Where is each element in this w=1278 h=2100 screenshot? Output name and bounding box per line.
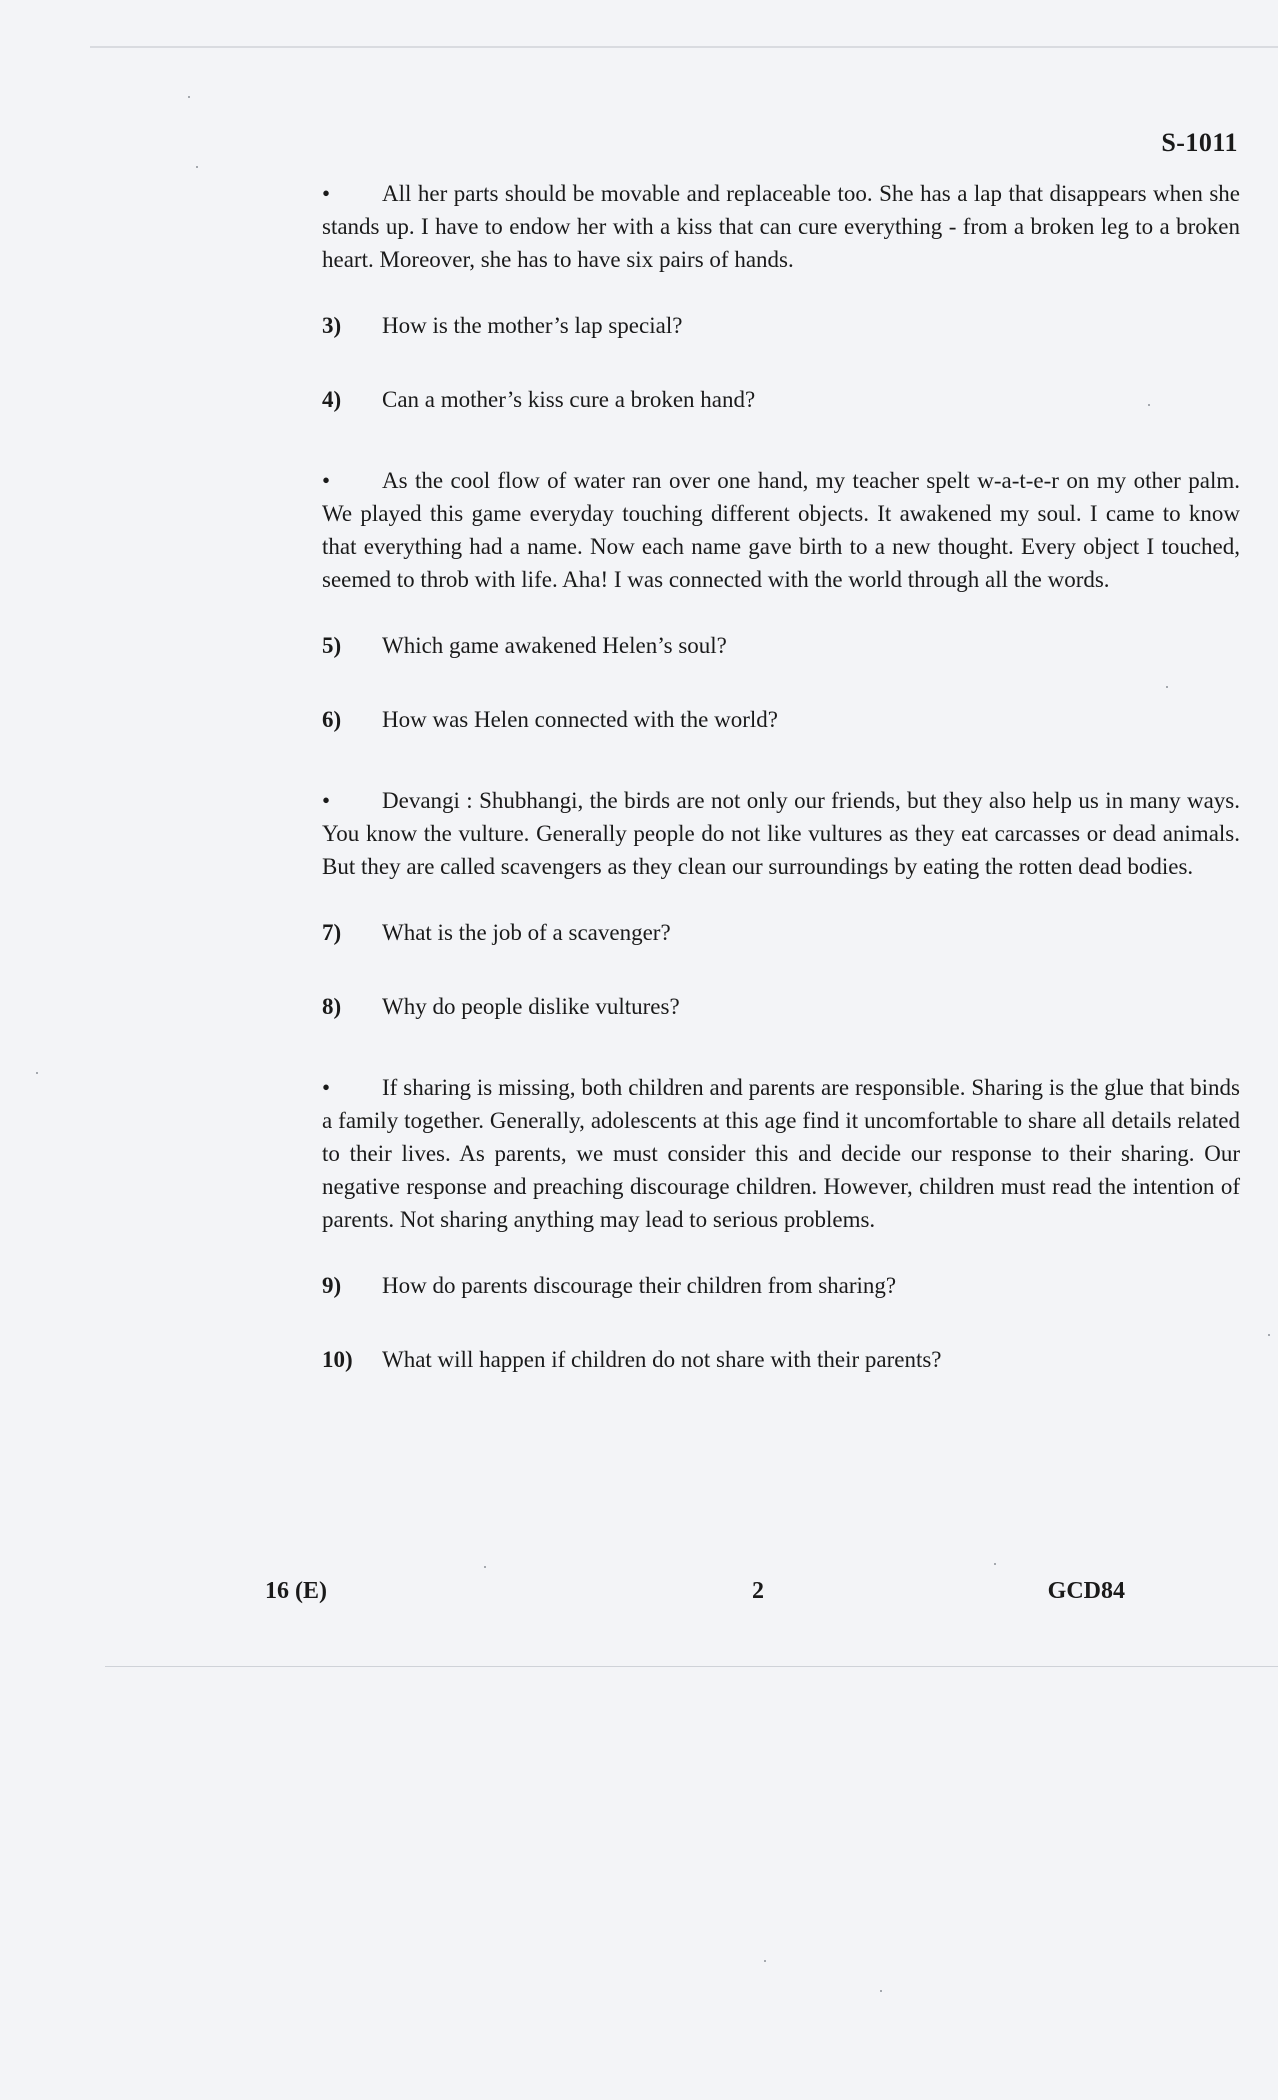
question-3 bbox=[322, 309, 1240, 342]
question-5 bbox=[322, 629, 1240, 662]
passage-text: If sharing is missing, both children and parents are responsible. Sharing is the glue that binds a family together. Generally, adolescents at this age find it uncomfortable to share all details related to their lives. As parents, we must consider this and decide our response to their sharing. Our negative response and preaching discourage children. However, children must read the intention of parents. Not sharing anything may lead to serious problems. bbox=[322, 1075, 1240, 1232]
bullet-icon: • bbox=[322, 181, 331, 206]
document-code: S-1011 bbox=[1161, 128, 1238, 157]
question-text: How do parents discourage their children from sharing? bbox=[382, 1273, 897, 1298]
question-text: Which game awakened Helen’s soul? bbox=[382, 633, 727, 658]
question-8 bbox=[322, 990, 1240, 1023]
scan-speck bbox=[484, 1566, 486, 1568]
question-number: 7) bbox=[322, 920, 342, 945]
passage-1 bbox=[322, 177, 1240, 276]
bullet-icon: • bbox=[322, 1075, 331, 1100]
passage-2 bbox=[322, 464, 1240, 596]
scan-edge-top bbox=[90, 46, 1278, 48]
passage-3 bbox=[322, 784, 1240, 883]
question-number: 5) bbox=[322, 633, 342, 658]
passage-text: Devangi : Shubhangi, the birds are not only our friends, but they also help us in many ways. You know the vulture. Generally people do not like vultures as they eat carcasses or dead animals. But they are called scavengers as they clean our surroundings by eating the rotten dead bodies. bbox=[322, 788, 1240, 879]
scan-speck bbox=[994, 1563, 996, 1565]
question-10 bbox=[322, 1343, 1240, 1376]
scan-speck bbox=[1166, 686, 1168, 688]
passage-4 bbox=[322, 1071, 1240, 1236]
question-text: Why do people dislike vultures? bbox=[382, 994, 680, 1019]
question-6 bbox=[322, 703, 1240, 736]
page-content bbox=[322, 177, 1240, 1417]
question-4 bbox=[322, 383, 1240, 416]
scan-speck bbox=[1268, 1334, 1270, 1336]
question-number: 4) bbox=[322, 387, 342, 412]
question-number: 10) bbox=[322, 1347, 353, 1372]
question-text: Can a mother’s kiss cure a broken hand? bbox=[382, 387, 756, 412]
scan-edge-bottom bbox=[105, 1666, 1278, 1667]
question-text: How is the mother’s lap special? bbox=[382, 313, 683, 338]
scan-speck bbox=[188, 96, 190, 98]
scan-speck bbox=[764, 1960, 766, 1962]
question-text: What is the job of a scavenger? bbox=[382, 920, 671, 945]
question-text: What will happen if children do not share with their parents? bbox=[382, 1347, 942, 1372]
passage-text: As the cool flow of water ran over one hand, my teacher spelt w-a-t-e-r on my other palm. We played this game everyday touching different objects. It awakened my soul. I came to know that everything had a name. Now each name gave birth to a new thought. Every object I touched, seemed to throb with life. Aha! I was connected with the world through all the words. bbox=[322, 468, 1240, 592]
question-number: 8) bbox=[322, 994, 342, 1019]
question-7 bbox=[322, 916, 1240, 949]
question-text: How was Helen connected with the world? bbox=[382, 707, 778, 732]
passage-text: All her parts should be movable and replaceable too. She has a lap that disappears when she stands up. I have to endow her with a kiss that can cure everything - from a broken leg to a broken heart. Moreover, she has to have six pairs of hands. bbox=[322, 181, 1240, 272]
scan-speck bbox=[36, 1072, 38, 1074]
scan-speck bbox=[880, 1990, 882, 1992]
bullet-icon: • bbox=[322, 468, 331, 493]
question-number: 9) bbox=[322, 1273, 342, 1298]
question-number: 3) bbox=[322, 313, 342, 338]
footer-paper-code: GCD84 bbox=[1047, 1578, 1125, 1604]
bullet-icon: • bbox=[322, 788, 331, 813]
question-9 bbox=[322, 1269, 1240, 1302]
page-footer bbox=[265, 1578, 1125, 1612]
question-number: 6) bbox=[322, 707, 342, 732]
scan-speck bbox=[196, 166, 198, 168]
footer-page-number: 2 bbox=[752, 1578, 764, 1604]
footer-medium-code: 16 (E) bbox=[265, 1578, 327, 1604]
scan-speck bbox=[1148, 404, 1150, 406]
